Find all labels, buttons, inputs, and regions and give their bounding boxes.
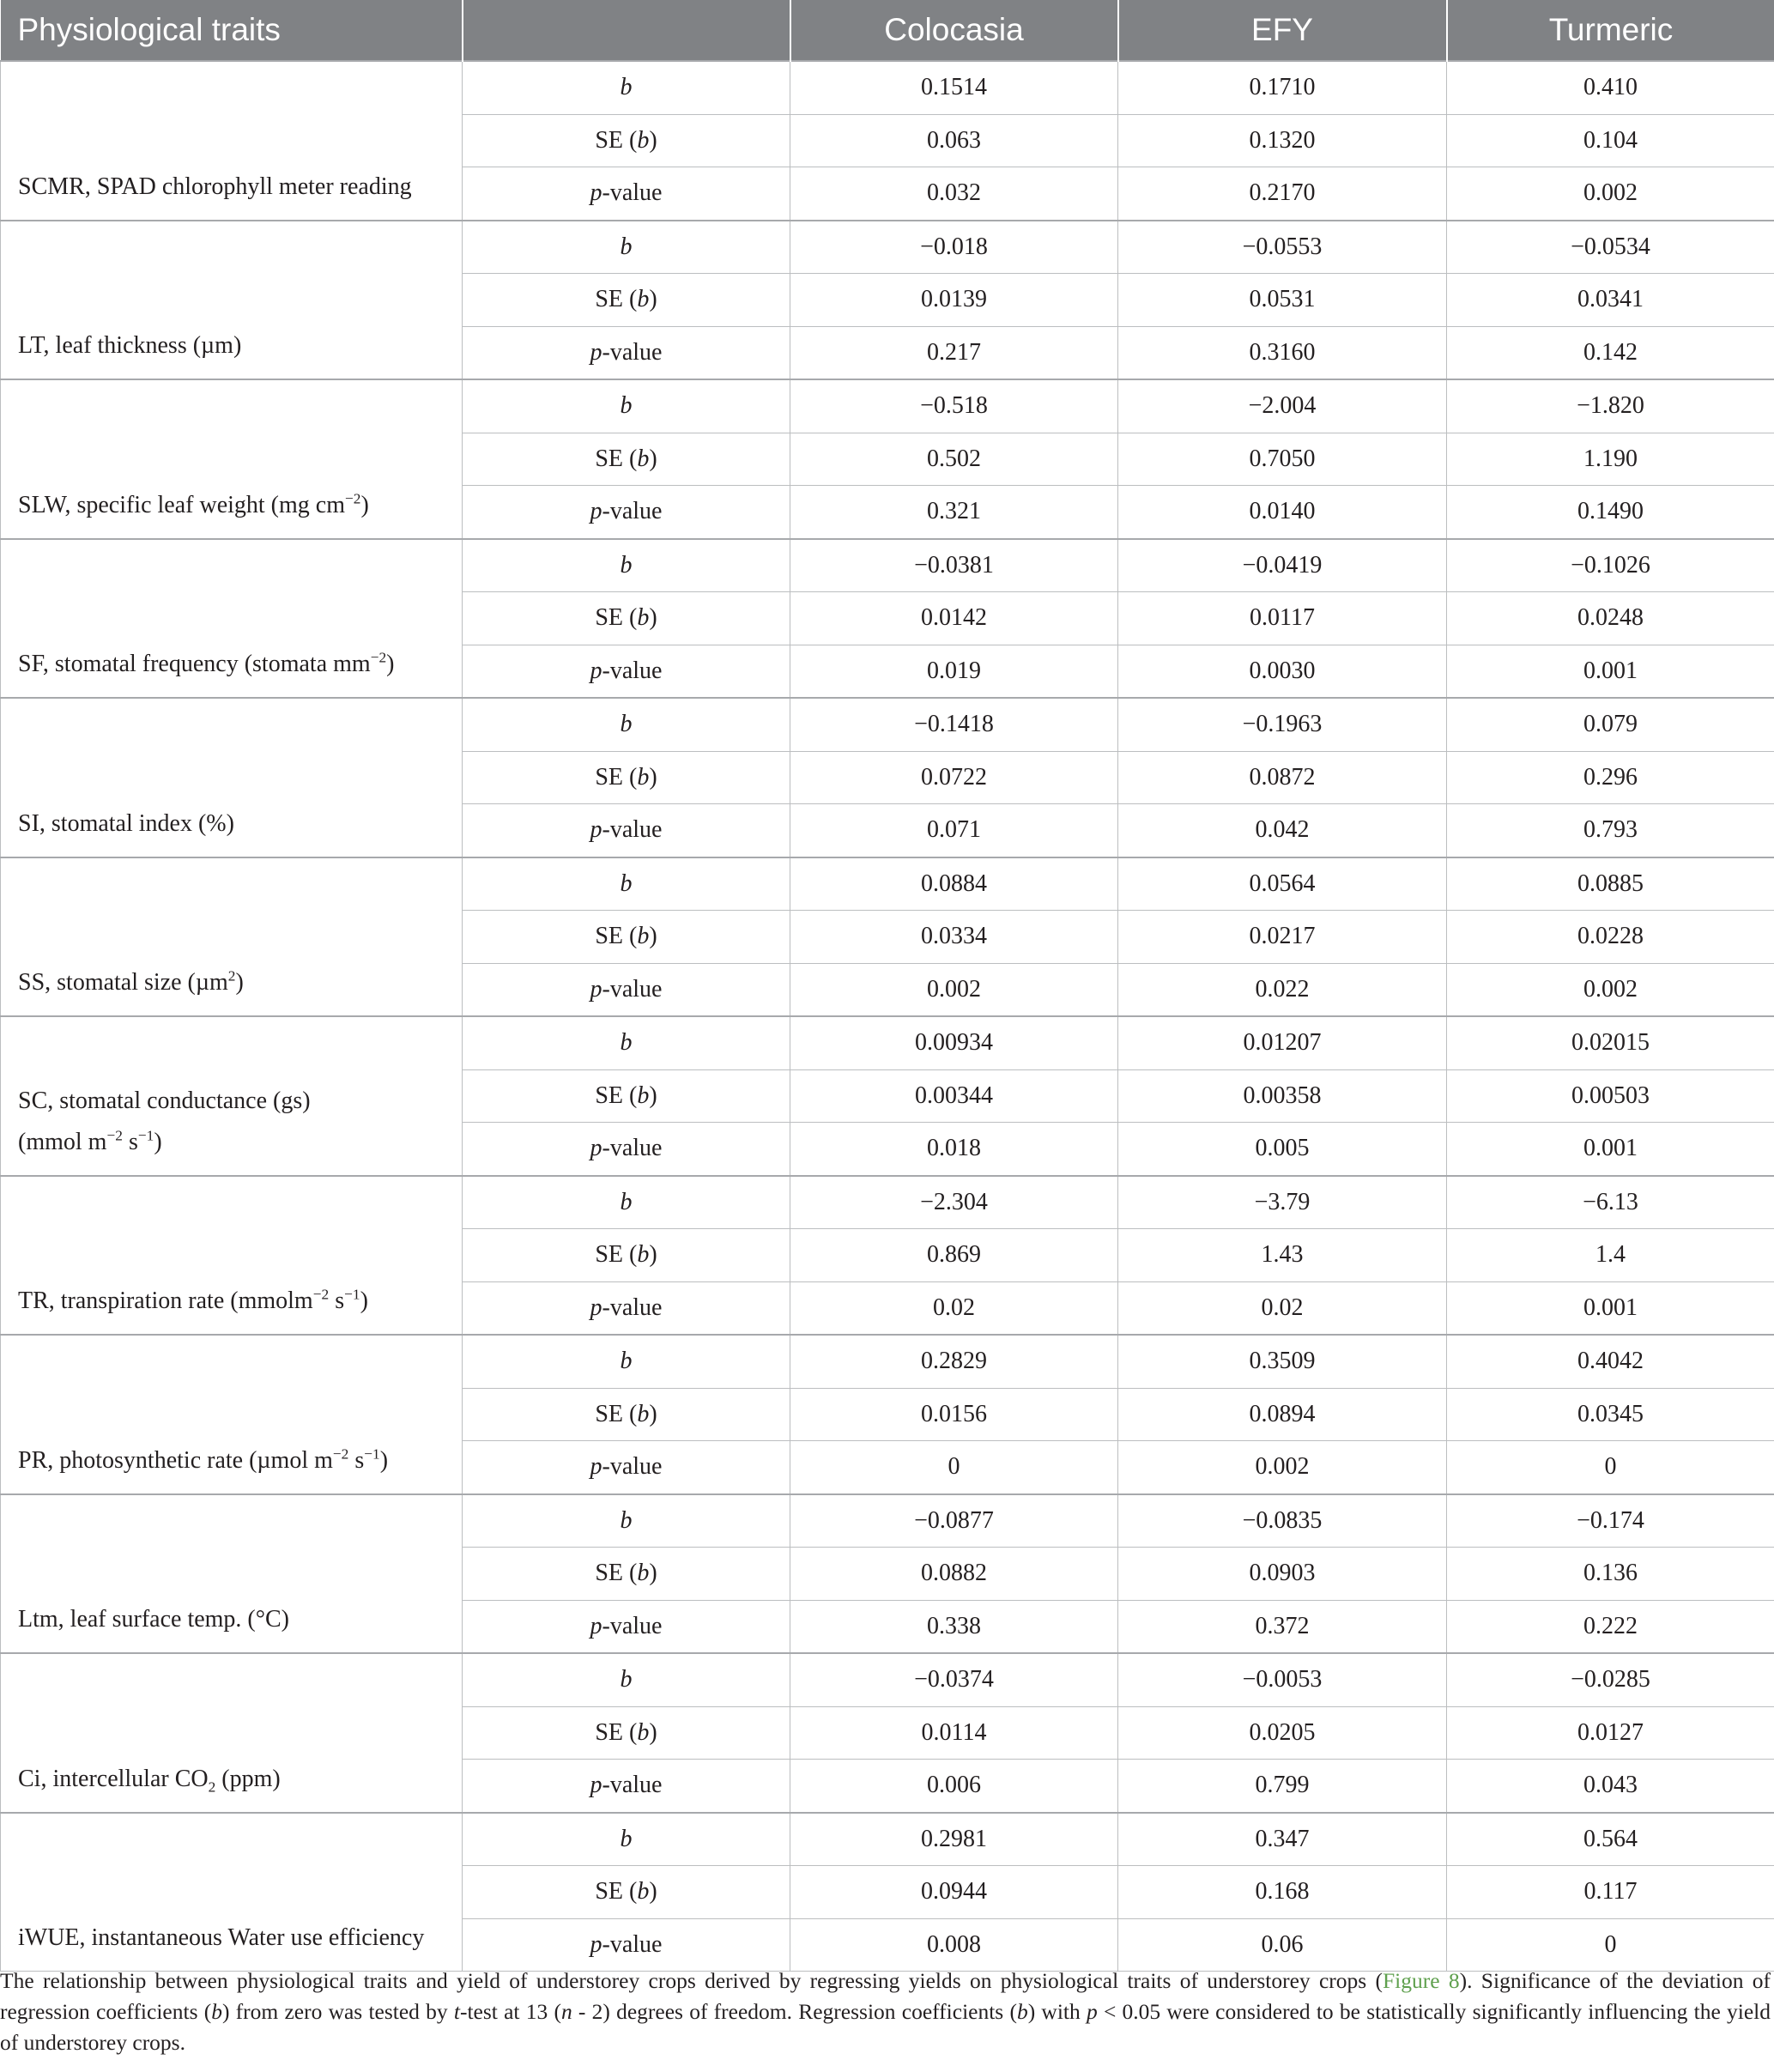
table-header-row bbox=[1, 0, 1774, 61]
table-row bbox=[1, 698, 1774, 751]
value-cell-colocasia: 0.0156 bbox=[790, 1388, 1118, 1441]
value-cell-efy: 0.022 bbox=[1118, 963, 1447, 1016]
value-cell-colocasia: −0.0381 bbox=[790, 539, 1118, 592]
value-cell-efy: 0.0903 bbox=[1118, 1548, 1447, 1601]
value-cell-efy: 0.0140 bbox=[1118, 486, 1447, 539]
value-cell-turmeric: 0.0885 bbox=[1447, 857, 1774, 911]
value-cell-efy: 0.0205 bbox=[1118, 1706, 1447, 1760]
value-cell-colocasia: 0.00344 bbox=[790, 1069, 1118, 1123]
value-cell-turmeric: 0.0341 bbox=[1447, 274, 1774, 327]
value-cell-colocasia: 0.071 bbox=[790, 804, 1118, 857]
value-cell-turmeric: 0.001 bbox=[1447, 645, 1774, 698]
value-cell-efy: 0.02 bbox=[1118, 1281, 1447, 1335]
value-cell-turmeric: −0.1026 bbox=[1447, 539, 1774, 592]
stat-label-se: SE (b) bbox=[463, 1229, 790, 1282]
value-cell-efy: 0.0872 bbox=[1118, 751, 1447, 804]
value-cell-turmeric: 0.001 bbox=[1447, 1281, 1774, 1335]
value-cell-colocasia: 0.0722 bbox=[790, 751, 1118, 804]
value-cell-colocasia: 0.002 bbox=[790, 963, 1118, 1016]
header-turmeric: Turmeric bbox=[1447, 0, 1774, 61]
value-cell-efy: −0.0553 bbox=[1118, 221, 1447, 274]
value-cell-turmeric: 0.0248 bbox=[1447, 592, 1774, 645]
value-cell-efy: 0.0117 bbox=[1118, 592, 1447, 645]
value-cell-efy: 0.005 bbox=[1118, 1123, 1447, 1176]
stat-label-p-value: p-value bbox=[463, 1918, 790, 1972]
stat-label-b: b bbox=[463, 857, 790, 911]
value-cell-turmeric: 0.296 bbox=[1447, 751, 1774, 804]
value-cell-turmeric: 0.410 bbox=[1447, 61, 1774, 114]
value-cell-turmeric: 1.190 bbox=[1447, 433, 1774, 486]
stat-label-p-value: p-value bbox=[463, 1441, 790, 1494]
value-cell-turmeric: 0 bbox=[1447, 1441, 1774, 1494]
value-cell-efy: 0.372 bbox=[1118, 1600, 1447, 1653]
stat-label-p-value: p-value bbox=[463, 1760, 790, 1813]
stat-label-se: SE (b) bbox=[463, 1388, 790, 1441]
table-row bbox=[1, 539, 1774, 592]
value-cell-turmeric: 0.02015 bbox=[1447, 1016, 1774, 1069]
stat-label-se: SE (b) bbox=[463, 114, 790, 167]
value-cell-turmeric: 0.1490 bbox=[1447, 486, 1774, 539]
header-physiological-traits: Physiological traits bbox=[1, 0, 463, 61]
value-cell-efy: −0.0053 bbox=[1118, 1653, 1447, 1706]
value-cell-colocasia: 0.019 bbox=[790, 645, 1118, 698]
figure-8-link[interactable]: Figure 8 bbox=[1383, 1968, 1460, 1993]
stat-label-p-value: p-value bbox=[463, 326, 790, 379]
stat-label-se: SE (b) bbox=[463, 1069, 790, 1123]
value-cell-colocasia: 0.0882 bbox=[790, 1548, 1118, 1601]
stat-label-b: b bbox=[463, 379, 790, 433]
table-row bbox=[1, 1176, 1774, 1229]
trait-label: SLW, specific leaf weight (mg $cm^{-2}$) bbox=[1, 379, 463, 539]
value-cell-turmeric: 0.043 bbox=[1447, 1760, 1774, 1813]
value-cell-turmeric: 0 bbox=[1447, 1918, 1774, 1972]
trait-label: iWUE, instantaneous Water use efficiency bbox=[1, 1813, 463, 1972]
value-cell-colocasia: 0 bbox=[790, 1441, 1118, 1494]
value-cell-colocasia: 0.1514 bbox=[790, 61, 1118, 114]
table-row bbox=[1, 1335, 1774, 1388]
value-cell-colocasia: −0.0877 bbox=[790, 1494, 1118, 1548]
stat-label-b: b bbox=[463, 61, 790, 114]
trait-label: SF, stomatal frequency (stomata $mm^{-2}$) bbox=[1, 539, 463, 699]
stat-label-p-value: p-value bbox=[463, 963, 790, 1016]
value-cell-turmeric: 0.4042 bbox=[1447, 1335, 1774, 1388]
value-cell-efy: 0.3160 bbox=[1118, 326, 1447, 379]
value-cell-turmeric: −1.820 bbox=[1447, 379, 1774, 433]
stat-label-p-value: p-value bbox=[463, 1281, 790, 1335]
stat-label-b: b bbox=[463, 1176, 790, 1229]
value-cell-efy: 0.00358 bbox=[1118, 1069, 1447, 1123]
value-cell-turmeric: 0.564 bbox=[1447, 1813, 1774, 1866]
value-cell-turmeric: 0.104 bbox=[1447, 114, 1774, 167]
stat-label-se: SE (b) bbox=[463, 592, 790, 645]
value-cell-efy: 0.2170 bbox=[1118, 167, 1447, 221]
value-cell-efy: −0.0835 bbox=[1118, 1494, 1447, 1548]
value-cell-efy: 0.002 bbox=[1118, 1441, 1447, 1494]
value-cell-colocasia: 0.032 bbox=[790, 167, 1118, 221]
value-cell-efy: 0.042 bbox=[1118, 804, 1447, 857]
value-cell-efy: −2.004 bbox=[1118, 379, 1447, 433]
stat-label-se: SE (b) bbox=[463, 751, 790, 804]
table-row bbox=[1, 857, 1774, 911]
value-cell-turmeric: 0.0127 bbox=[1447, 1706, 1774, 1760]
stat-label-b: b bbox=[463, 221, 790, 274]
value-cell-efy: 0.799 bbox=[1118, 1760, 1447, 1813]
table-row bbox=[1, 61, 1774, 114]
value-cell-efy: 1.43 bbox=[1118, 1229, 1447, 1282]
trait-label: PR, photosynthetic rate (µmol $m^{-2}$ $s^{-1}$) bbox=[1, 1335, 463, 1494]
value-cell-colocasia: 0.02 bbox=[790, 1281, 1118, 1335]
value-cell-efy: −0.1963 bbox=[1118, 698, 1447, 751]
value-cell-efy: 0.168 bbox=[1118, 1866, 1447, 1919]
stat-label-se: SE (b) bbox=[463, 1866, 790, 1919]
stat-label-se: SE (b) bbox=[463, 274, 790, 327]
value-cell-efy: 0.3509 bbox=[1118, 1335, 1447, 1388]
stat-label-p-value: p-value bbox=[463, 645, 790, 698]
value-cell-turmeric: 0.00503 bbox=[1447, 1069, 1774, 1123]
trait-label: Ci, intercellular $CO_2$ (ppm) bbox=[1, 1653, 463, 1813]
stat-label-p-value: p-value bbox=[463, 1123, 790, 1176]
value-cell-colocasia: 0.0142 bbox=[790, 592, 1118, 645]
value-cell-turmeric: −0.174 bbox=[1447, 1494, 1774, 1548]
stat-label-p-value: p-value bbox=[463, 486, 790, 539]
trait-label: TR, transpiration rate (mmolm$^{-2}$ $s^{-1}$) bbox=[1, 1176, 463, 1336]
trait-label: LT, leaf thickness (µm) bbox=[1, 221, 463, 380]
value-cell-colocasia: 0.008 bbox=[790, 1918, 1118, 1972]
stat-label-se: SE (b) bbox=[463, 433, 790, 486]
value-cell-colocasia: 0.502 bbox=[790, 433, 1118, 486]
trait-label: SS, stomatal size (µm$^2$) bbox=[1, 857, 463, 1017]
value-cell-colocasia: 0.869 bbox=[790, 1229, 1118, 1282]
stat-label-b: b bbox=[463, 1016, 790, 1069]
value-cell-colocasia: −0.018 bbox=[790, 221, 1118, 274]
value-cell-colocasia: 0.321 bbox=[790, 486, 1118, 539]
value-cell-turmeric: 0.0345 bbox=[1447, 1388, 1774, 1441]
value-cell-turmeric: 0.136 bbox=[1447, 1548, 1774, 1601]
stat-label-b: b bbox=[463, 1813, 790, 1866]
value-cell-colocasia: 0.338 bbox=[790, 1600, 1118, 1653]
stat-label-b: b bbox=[463, 698, 790, 751]
header-efy: EFY bbox=[1118, 0, 1447, 61]
value-cell-efy: 0.347 bbox=[1118, 1813, 1447, 1866]
value-cell-colocasia: 0.2981 bbox=[790, 1813, 1118, 1866]
value-cell-efy: 0.0894 bbox=[1118, 1388, 1447, 1441]
value-cell-turmeric: −0.0534 bbox=[1447, 221, 1774, 274]
value-cell-colocasia: −0.518 bbox=[790, 379, 1118, 433]
value-cell-colocasia: 0.217 bbox=[790, 326, 1118, 379]
value-cell-colocasia: 0.2829 bbox=[790, 1335, 1118, 1388]
value-cell-colocasia: −0.0374 bbox=[790, 1653, 1118, 1706]
value-cell-turmeric: 0.002 bbox=[1447, 167, 1774, 221]
table-row bbox=[1, 1494, 1774, 1548]
trait-label: SC, stomatal conductance (gs) (mmol $m^{-2}$ $s^{-1}$) bbox=[1, 1016, 463, 1176]
header-colocasia: Colocasia bbox=[790, 0, 1118, 61]
value-cell-turmeric: −0.0285 bbox=[1447, 1653, 1774, 1706]
value-cell-colocasia: 0.0114 bbox=[790, 1706, 1118, 1760]
stat-label-p-value: p-value bbox=[463, 167, 790, 221]
stat-label-p-value: p-value bbox=[463, 804, 790, 857]
value-cell-turmeric: 0.222 bbox=[1447, 1600, 1774, 1653]
table-row bbox=[1, 1813, 1774, 1866]
value-cell-efy: 0.1710 bbox=[1118, 61, 1447, 114]
table-row bbox=[1, 1016, 1774, 1069]
value-cell-colocasia: 0.006 bbox=[790, 1760, 1118, 1813]
value-cell-colocasia: −2.304 bbox=[790, 1176, 1118, 1229]
value-cell-turmeric: 0.793 bbox=[1447, 804, 1774, 857]
stat-label-b: b bbox=[463, 1494, 790, 1548]
value-cell-colocasia: −0.1418 bbox=[790, 698, 1118, 751]
trait-label: SCMR, SPAD chlorophyll meter reading bbox=[1, 61, 463, 221]
value-cell-efy: 0.0030 bbox=[1118, 645, 1447, 698]
stat-label-se: SE (b) bbox=[463, 1548, 790, 1601]
stat-label-p-value: p-value bbox=[463, 1600, 790, 1653]
trait-label: SI, stomatal index (%) bbox=[1, 698, 463, 857]
value-cell-colocasia: 0.018 bbox=[790, 1123, 1118, 1176]
stat-label-b: b bbox=[463, 1653, 790, 1706]
stat-label-se: SE (b) bbox=[463, 911, 790, 964]
value-cell-efy: 0.0564 bbox=[1118, 857, 1447, 911]
value-cell-efy: 0.0531 bbox=[1118, 274, 1447, 327]
value-cell-colocasia: 0.00934 bbox=[790, 1016, 1118, 1069]
value-cell-colocasia: 0.063 bbox=[790, 114, 1118, 167]
value-cell-efy: 0.1320 bbox=[1118, 114, 1447, 167]
value-cell-turmeric: −6.13 bbox=[1447, 1176, 1774, 1229]
table-row bbox=[1, 221, 1774, 274]
value-cell-colocasia: 0.0139 bbox=[790, 274, 1118, 327]
value-cell-efy: 0.06 bbox=[1118, 1918, 1447, 1972]
stat-label-b: b bbox=[463, 539, 790, 592]
table-caption: The relationship between physiological traits and yield of understorey crops derived by regressing yields on physiological traits of understorey crops (Figure 8). Significance of the deviation of regression coefficients (b) from zero was tested by t-test at 13 (n - 2) degrees of freedom. Regression coefficients (b) with p < 0.05 were considered to be statistically significantly influencing the yield of understorey crops. bbox=[0, 1968, 1771, 2055]
value-cell-turmeric: 0.117 bbox=[1447, 1866, 1774, 1919]
value-cell-colocasia: 0.0884 bbox=[790, 857, 1118, 911]
value-cell-turmeric: 0.001 bbox=[1447, 1123, 1774, 1176]
value-cell-colocasia: 0.0944 bbox=[790, 1866, 1118, 1919]
value-cell-efy: −0.0419 bbox=[1118, 539, 1447, 592]
value-cell-efy: −3.79 bbox=[1118, 1176, 1447, 1229]
value-cell-efy: 0.0217 bbox=[1118, 911, 1447, 964]
value-cell-turmeric: 0.142 bbox=[1447, 326, 1774, 379]
value-cell-turmeric: 0.0228 bbox=[1447, 911, 1774, 964]
value-cell-efy: 0.01207 bbox=[1118, 1016, 1447, 1069]
table-row bbox=[1, 379, 1774, 433]
stat-label-b: b bbox=[463, 1335, 790, 1388]
stat-label-se: SE (b) bbox=[463, 1706, 790, 1760]
table-row bbox=[1, 1653, 1774, 1706]
value-cell-colocasia: 0.0334 bbox=[790, 911, 1118, 964]
header-statistic bbox=[463, 0, 790, 61]
value-cell-turmeric: 0.002 bbox=[1447, 963, 1774, 1016]
value-cell-turmeric: 1.4 bbox=[1447, 1229, 1774, 1282]
trait-label: Ltm, leaf surface temp. (°C) bbox=[1, 1494, 463, 1654]
value-cell-turmeric: 0.079 bbox=[1447, 698, 1774, 751]
value-cell-efy: 0.7050 bbox=[1118, 433, 1447, 486]
